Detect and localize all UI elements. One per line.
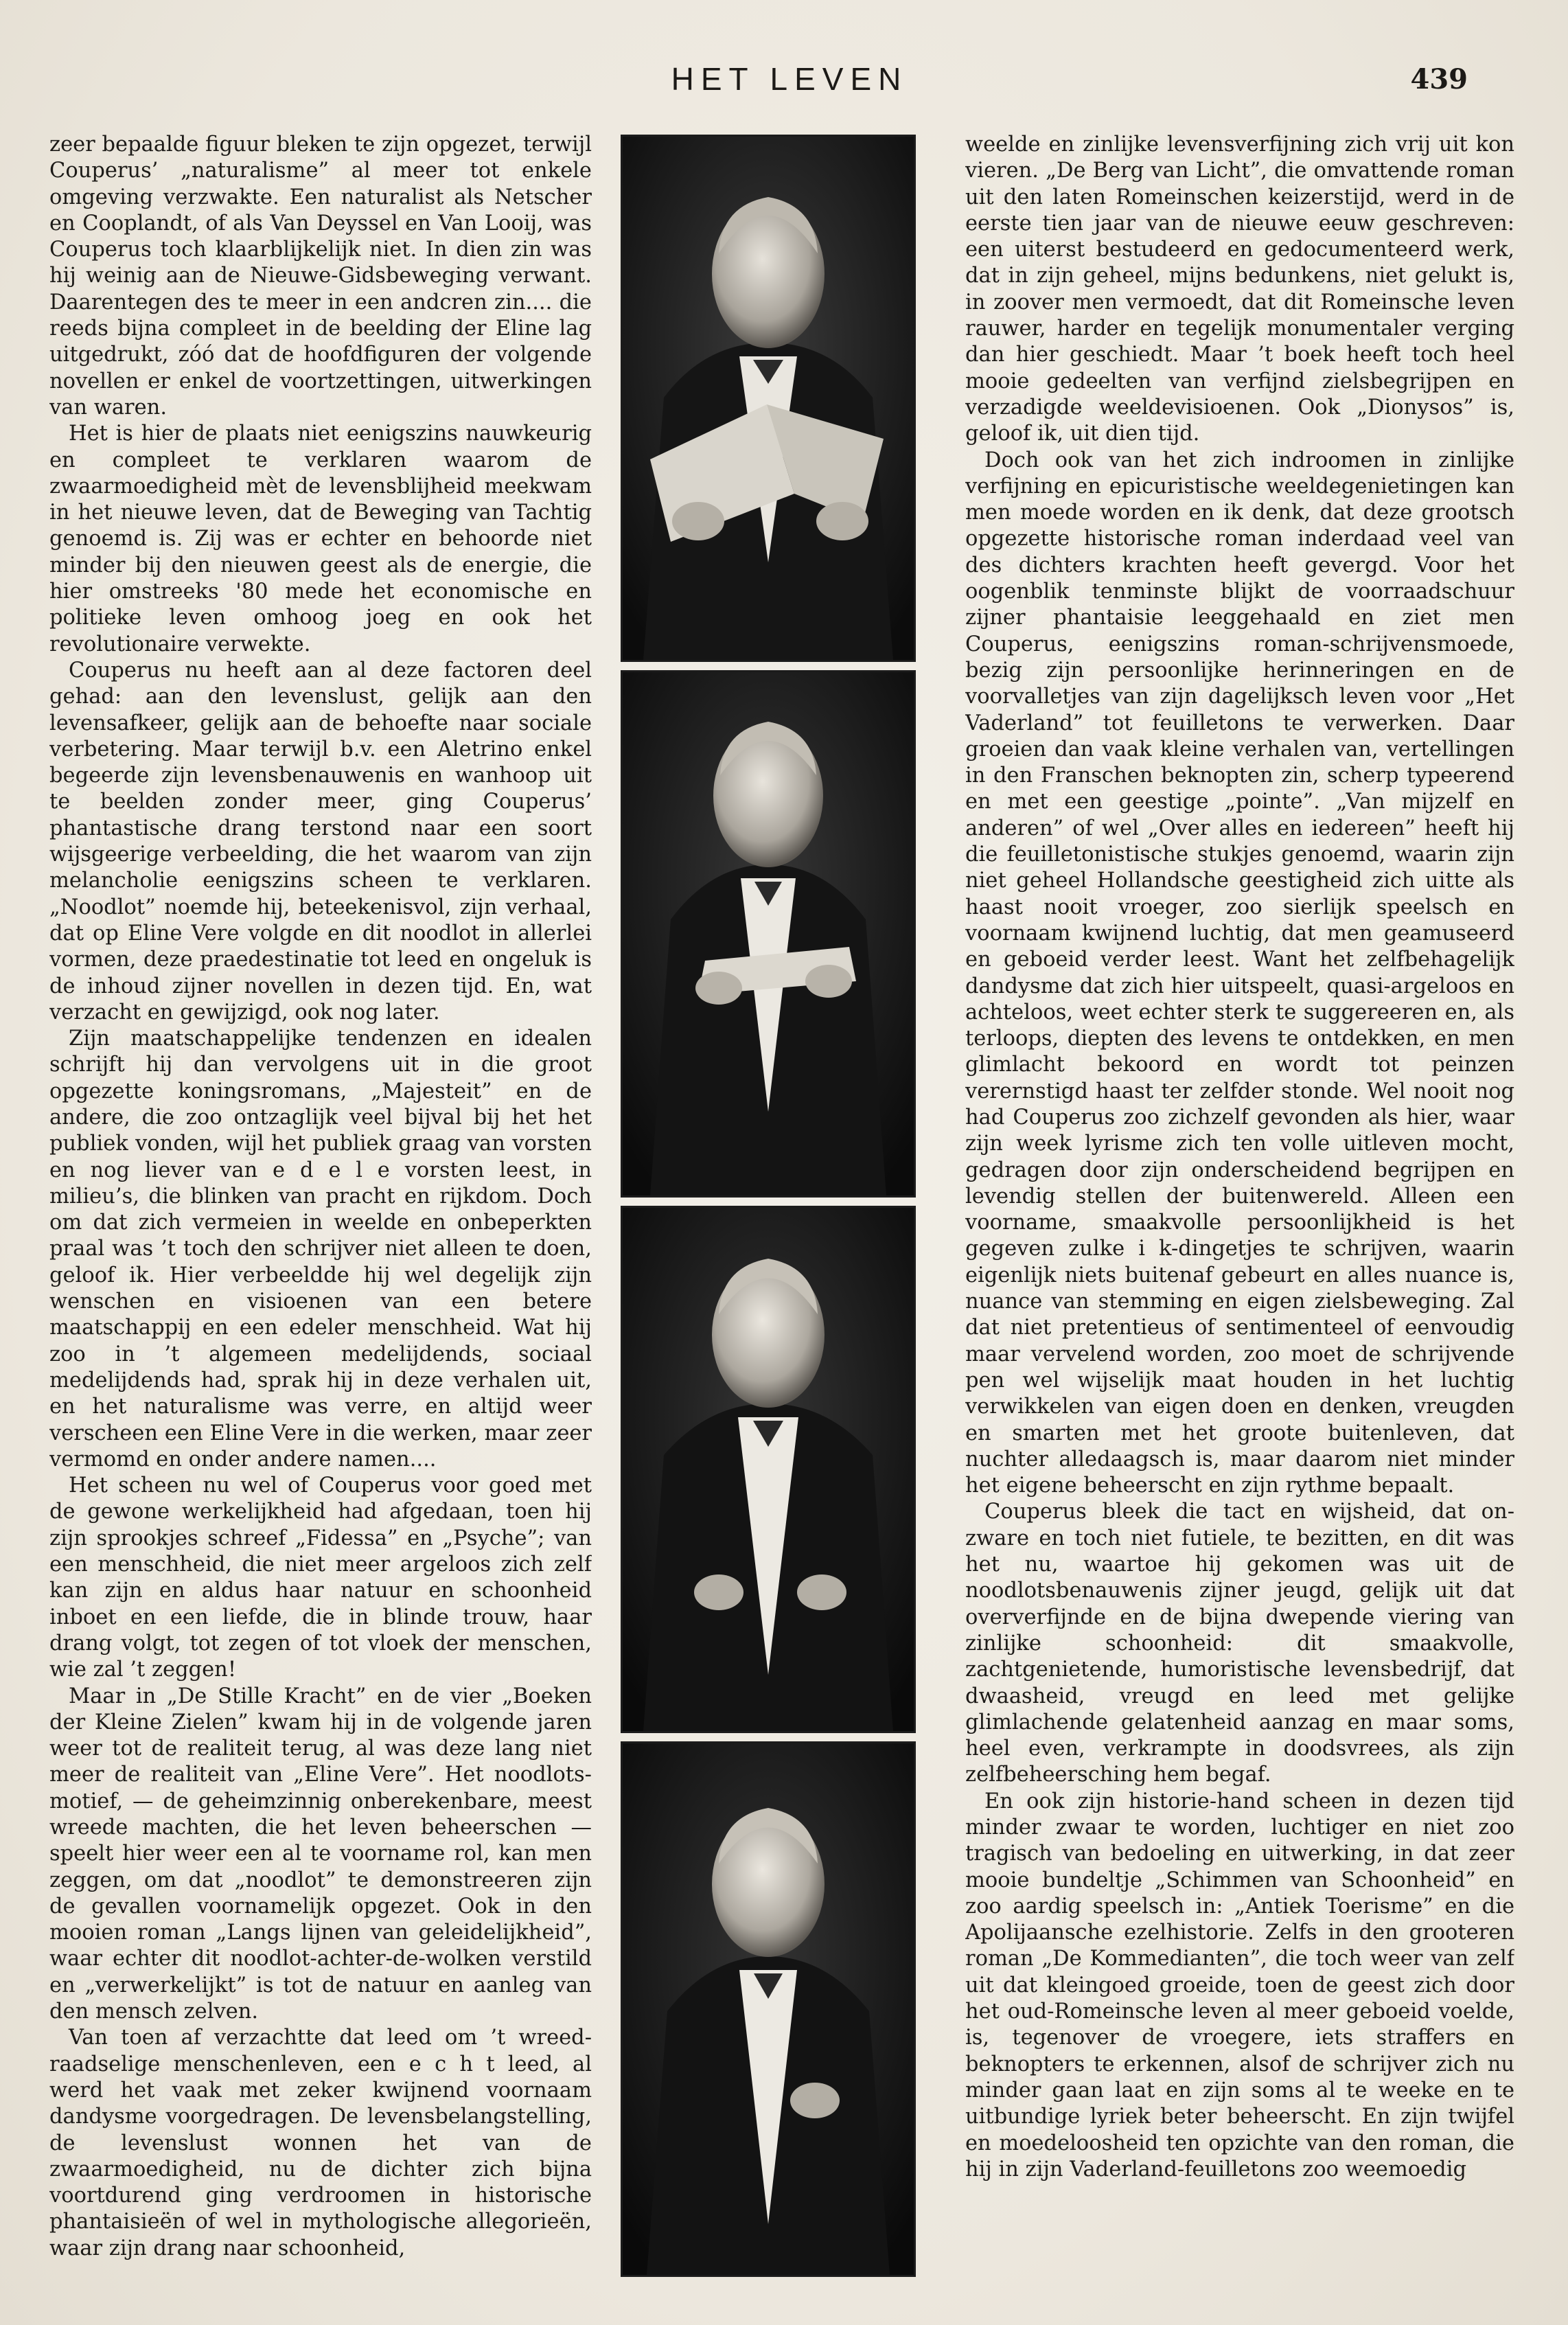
page-number: 439	[1410, 63, 1468, 95]
paragraph: Maar in „De Stille Kracht” en de vier „Boeken der Kleine Zielen” kwam hij in de volgende jaren weer tot de realiteit terug, al was deze lang niet meer de realiteit van „Eline Vere”. Het noodlots-motief, — de geheimzinnig onberekenbare, meest wreede machten, die het leven beheerschen — speelt hier weer een al te voorname rol, kan men zeggen, om dat „noodlot” te demonstreeren zijn de gevallen voornamelijk opgezet. Ook in den mooien roman „Langs lijnen van geleidelijkheid”, waar echter dit noodlot-achter-de-wolken verstild en „verwerkelijkt” is tot de natuur en aanleg van den mensch zelven.	[49, 1684, 592, 2024]
magazine-title: HET LEVEN	[671, 61, 908, 97]
photo-strip	[621, 135, 916, 2277]
paragraph: Doch ook van het zich indroomen in zinlijke verfijning en epicuristische weeldegenietingen kan men moede worden en ik denk, dat deze grootsch opgezette historische roman inderdaad veel van des dichters krachten heeft gevergd. Voor het oogenblik tenminste blijkt de voorraadschuur zijner phantaisie leeggehaald en ziet men Couperus, eenigszins roman-schrijvensmoede, bezig zijn persoonlijke herinneringen en de voorvalletjes van zijn dagelijksch leven voor „Het Vaderland” tot feuilletons te verwerken. Daar groeien dan vaak kleine verhalen van, vertellingen in den Franschen beknopten zin, scherp typeerend en met een geestige „pointe”. „Van mijzelf en anderen” of wel „Over alles en iedereen” heeft hij die feuilletonistische stukjes genoemd, waarin zijn niet geheel Hollandsche geestigheid zich uitte als haast nooit vroeger, zoo sierlijk speelsch en voornaam kwijnend luchtig, dat men geamuseerd en geboeid verder leest. Want het zelfbehagelijk dandysme dat zich hier uitspeelt, quasi-argeloos en achteloos, weet echter sterk te suggereeren en, als terloops, diepten des levens te ontdekken, en men glimlacht bekoord en wordt tot peinzen verernstigd haast ter zelfder stonde. Wel nooit nog had Couperus zoo zichzelf gevonden als hier, waar zijn week lyrisme zich ten volle uitleven mocht, gedragen door zijn onderscheidend begrijpen en levendig stellen der buitenwereld. Alleen een voorname, smaakvolle persoonlijkheid is het gegeven zulke i k-dingetjes te schrijven, waarin eigenlijk niets buitenaf gebeurt en alles nuance is, nuance van stemming en eigen zielsbeweging. Zal dat niet pretentieus of sentimenteel of eenvoudig maar vervelend worden, zoo moet de schrijvende pen wel wijselijk maat houden in het luchtig verwikkelen van eigen doen en denken, vreugden en smarten met het groote buitenleven, dat nuchter alledaagsch is, maar daarom niet minder het eigene beheerscht en zijn rythme bepaalt.	[965, 448, 1514, 1498]
paragraph: Couperus bleek die tact en wijsheid, dat on-zware en toch niet futiele, te bezitten, en dit was het nu, waartoe hij gekomen was uit de noodlotsbenauwenis zijner jeugd, gelijk uit dat oververfijnde en de bijna dwepende viering van zinlijke schoonheid: dit smaakvolle, zachtgenietende, humoristische levensbedrijf, dat dwaasheid, vreugd en leed met gelijke glimlachende gelatenheid aanzag en maar soms, heel even, verkrampte in doodsvrees, als zijn zelfbeheersching hem begaf.	[965, 1500, 1514, 1787]
right-text-column	[965, 132, 1514, 2274]
paragraph: zeer bepaalde figuur bleken te zijn opgezet, terwijl Couperus’ „naturalisme” al meer tot enkele omgeving verzwakte. Een naturalist als Netscher en Cooplandt, of als Van Deyssel en Van Looij, was Couperus toch klaarblijkelijk niet. In dien zin was hij weinig aan de Nieuwe-Gidsbeweging verwant. Daarentegen des te meer in een andcren zin.... die reeds bijna compleet in de beelding der Eline lag uitgedrukt, zóó dat de hoofdfiguren der volgende novellen er enkel de voortzettingen, uitwerkingen van waren.	[49, 133, 592, 420]
paragraph: Het is hier de plaats niet eenigszins nauwkeurig en compleet te verklaren waarom de zwaarmoedigheid mèt de levensblijheid meekwam in het nieuwe leven, dat de Beweging van Tachtig genoemd is. Zij was er echter en behoorde niet minder bij den nieuwen geest als de energie, die hier omstreeks '80 mede het economische en politieke leven omhoog joeg en ook het revolutionaire verwekte.	[49, 422, 592, 656]
paragraph: Couperus nu heeft aan al deze factoren deel gehad: aan den levenslust, gelijk aan den levensafkeer, gelijk aan de behoefte naar sociale verbetering. Maar terwijl b.v. een Aletrino enkel begeerde zijn levensbenauwenis en wanhoop uit te beelden zonder meer, ging Couperus’ phantastische drang terstond naar een soort wijsgeerige verbeelding, die het waarom van zijn melancholie eenigszins scheen te verklaren. „Noodlot” noemde hij, beteekenisvol, zijn verhaal, dat op Eline Vere volgde en dit noodlot in allerlei vormen, deze praedestinatie tot leed en ongeluk is de inhoud zijner novellen in dezen tijd. En, wat verzacht en gewijzigd, ook nog later.	[49, 658, 592, 1024]
paragraph: Van toen af verzachtte dat leed om ’t wreed-raadselige menschenleven, een e c h t leed, al werd het vaak met zeker kwijnend voornaam dandysme voorgedragen. De levensbelangstelling, de levenslust wonnen het van de zwaarmoedigheid, nu de dichter zich bijna voortdurend ging verdroomen in historische phantaisieën of wel in mythologische allegorieën, waar zijn drang naar schoonheid,	[49, 2026, 592, 2260]
portrait-speaking-icon	[623, 1743, 914, 2275]
portrait-photo-3	[621, 1206, 916, 1733]
paragraph: En ook zijn historie-hand scheen in dezen tijd minder zwaar te worden, luchtiger en niet zoo tragisch van bedoeling en uitwerking, in dat zeer mooie bundeltje „Schimmen van Schoonheid” en zoo aardig speelsch in: „Antiek Toerisme” en die Apolijaansche ezelhistorie. Zelfs in den grooteren roman „De Kommedianten”, die toch weer van zelf uit dat kleingoed groeide, toen de geest zich door het oud-Romeinsche leven al meer geboeid voelde, is, tegenover de vroegere, iets straffers en beknopters te erkennen, alsof de schrijver zich nu minder gaan laat en zijn soms al te weeke en te uitbundige lyriek beter beheerscht. En zijn twijfel en moedeloosheid ten opzichte van den roman, die hij in zijn Vaderland-feuilletons zoo weemoedig	[965, 1789, 1514, 2181]
portrait-speaking-icon	[623, 1208, 914, 1731]
masthead	[0, 60, 1568, 108]
portrait-photo-1	[621, 135, 916, 662]
paragraph: Het scheen nu wel of Couperus voor goed met de gewone werkelijkheid had afgedaan, toen hij zijn sprookjes schreef „Fidessa” en „Psyche”; van een menschheid, die niet meer argeloos zich zelf kan zijn en aldus haar natuur en schoonheid inboet en een liefde, die in blinde trouw, haar drang volgt, tot zegen of tot vloek der menschen, wie zal ’t zeggen!	[49, 1474, 592, 1682]
portrait-photo-4	[621, 1741, 916, 2277]
portrait-reading-icon	[623, 672, 914, 1195]
left-text-column	[49, 132, 592, 2274]
paragraph: Zijn maatschappelijke tendenzen en idealen schrijft hij dan vervolgens uit in die groot opgezette koningsromans, „Majesteit” en de andere, die zoo ontzaglijk veel bijval bij het het publiek vonden, wijl het publiek graag van vorsten en nog liever van e d e l e vorsten leest, in milieu’s, die blinken van pracht en rijkdom. Doch om dat zich vermeien in weelde en onbeperkten praal was ’t toch den schrijver niet alleen te doen, geloof ik. Hier verbeeldde hij wel degelijk zijn wenschen en visioenen van een betere maatschappij en een edeler menschheid. Wat hij zoo in ’t algemeen medelijdends, sociaal medelijdends had, sprak hij in deze verhalen uit, en het naturalisme was verre, en altijd weer verscheen een Eline Vere in die werken, maar zeer vermomd en onder andere namen....	[49, 1027, 592, 1471]
paragraph: weelde en zinlijke levensverfijning zich vrij uit kon vieren. „De Berg van Licht”, die omvattende roman uit den laten Romeinschen keizerstijd, werd in de eerste tien jaar van de nieuwe eeuw geschreven: een uiterst bestudeerd en gedocumenteerd werk, dat in zijn geheel, mijns bedunkens, niet gelukt is, in zoover men vermoedt, dat dit Romeinsche leven rauwer, harder en tegelijk monumentaler verging dan hier geschiedt. Maar ’t boek heeft toch heel mooie gedeelten van verfijnd zielsbegrijpen en verzadigde weeldevisioenen. Ook „Dionysos” is, geloof ik, uit dien tijd.	[965, 133, 1514, 446]
portrait-photo-2	[621, 670, 916, 1198]
portrait-reading-icon	[623, 137, 914, 660]
